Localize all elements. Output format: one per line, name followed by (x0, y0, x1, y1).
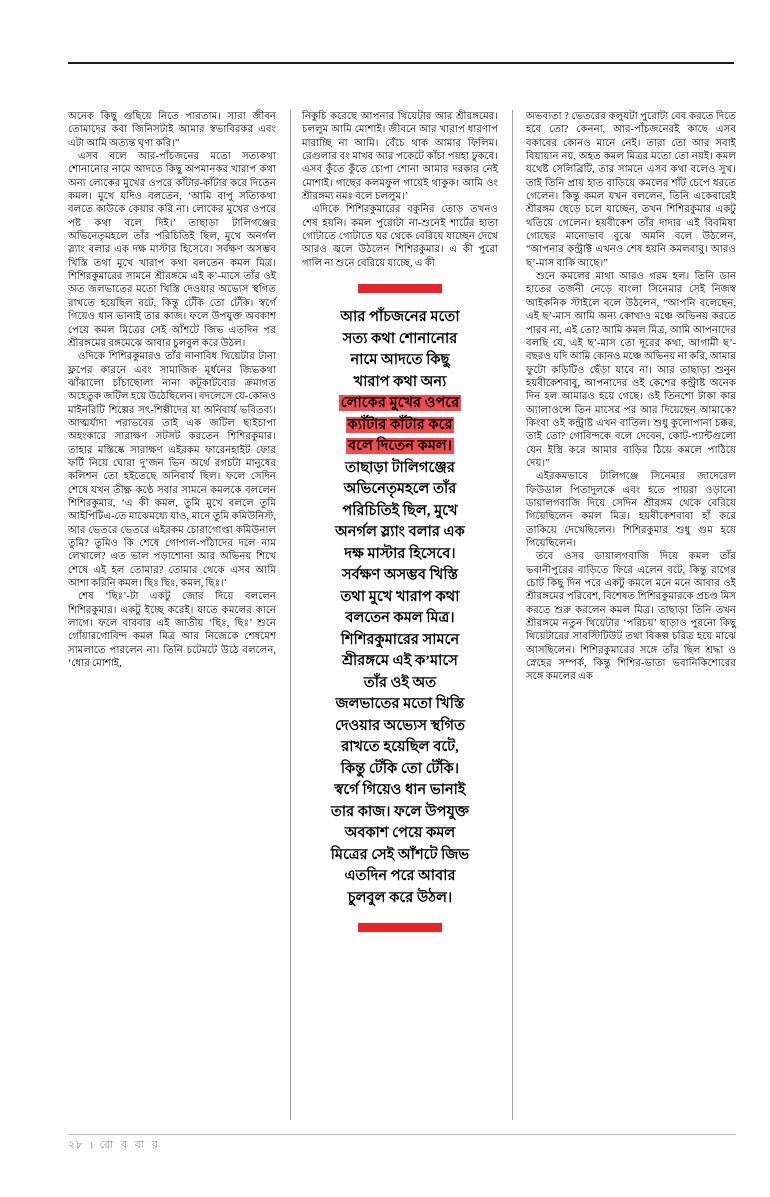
pull-quote-line (302, 759, 498, 781)
pull-quote-line-text: খারাপ কথা অন্য (353, 373, 447, 390)
pull-quote-line (302, 587, 498, 609)
pull-quote-line (302, 608, 498, 630)
pull-quote-line (302, 350, 498, 372)
pull-quote-line-text: পরিচিতিই ছিল, মুখে (342, 502, 458, 519)
pull-quote-line-text: মিত্রের সেই আঁশটে জিভ (330, 846, 470, 863)
pull-quote-line (302, 802, 498, 824)
pull-quote-line-text: বলতেন কমল মিত্র। (345, 610, 455, 627)
page-separator: । (89, 1140, 94, 1152)
text-column-2 (290, 110, 512, 1120)
page-footer (68, 1136, 468, 1155)
pull-quote-text (302, 307, 498, 909)
pull-quote-line (302, 522, 498, 544)
pull-quote-line (302, 544, 498, 566)
pull-quote-line-text: অনর্গল স্ল্যাং বলার এক (335, 524, 465, 541)
pull-quote-line (302, 393, 498, 415)
pull-quote-line (302, 823, 498, 845)
pull-quote-line-text: তার কাজ। ফলে উপযুক্ত (330, 803, 470, 820)
paragraph: এদিকে শিশিরকুমারের বকুনির তোড় তখনও শেষ হয়নি। কমল পুরোটা না-শুনেই শার্টের হাতা গোটাতে গোটাতে ঘর থেকে বেরিয়ে যাচ্ছেন দেখে আরও জ্বলে উঠলেন শিশিরকুমার। এ কী পুরো গালি না শুনে বেরিয়ে যাচ্ছে, এ কী (302, 204, 498, 269)
paragraph: ওদিকে শিশিরকুমারও তাঁর নানাবিধ থিয়েটার টানা ফ্লপের কারনে এবং সামাজিক মূর্ধনের জিভকথা ঝাঁঝালো চাঁচাছোলা নানা কটূকাটব্যের ক্রমাগত অহেতুক জটিল হয়ে উঠেছিলেন। বদলেসে যে-কোনও মাইনরিটি শিল্পের সৎ-শিল্পীদের যা অনিবার্য ভবিতব্য। আত্মর্যাদা পরাভবের তাই এক জটিল ছাইচাপা অহংকারে সারাক্ষণ সটসট করতেন শিশিরকুমার। তাহার মস্তিষ্কে সারাক্ষণ এইরকম ফারেনহাইট ফোর ফর্টি নিয়ে ঘোরা দু’জন ভিন অর্থে রগচটা মানুষের কলিশন তো হইতেছে অনিবার্য ছিল। ফলে সেদিন শেষে যখন তীক্ষ্ণ কণ্ঠে সবার সামনে কমলকে বললেন শিশিরকুমার, ‘এ কী কমল, তুমি মুখে বললে তুমি আইপিটিএ-তে মাঝেমধ্যে যাও, মানে তুমি কমিউনিস্ট, আর ভেতরে ভেতরে এইরকম চোরাগোপ্তা কমিউনাল তুমি? তুমিও কি শেষে গোপাল-পাঁঠাদের দলে নাম লেখালে? এত ভাল পড়াশোনা আর অভিনয় শিখে শেষে এই হল তোমার? তোমার থেকে এসব আমি আশা করিনি কমল। ছিঃ ছিঃ, কমল, ছিঃ।’ (68, 351, 276, 590)
pull-quote-line (302, 694, 498, 716)
pull-quote-line-text: অভিনেতৃমহলে তাঁর (343, 481, 457, 498)
pull-quote-rule-bottom (358, 923, 442, 932)
paragraph: নিকুচি করেছে আপনার থিয়েটার আর শ্রীরঙ্গমের। চললুম আমি মোশাই। জীবনে আর খারাপ ধারণাপ মারাচ্ছি না আমি। বেঁচে থাক আমার ফিলিম। রেগুলার বং মাখব আর পকেটে কাঁচা পয়হা ঢুকবে। এসব কুঁতে কুঁতে চোপা শোনা আমার দরকার নেই মোশাই। গাছের কলমফুল গায়েই থাকুক। আমি ওং শ্রীরঙ্গম্য নমঃ বলে চললুম।’ (302, 111, 498, 203)
pull-quote-line-text: তাছাড়া টালিগঞ্জের (345, 459, 455, 476)
pull-quote-line (302, 329, 498, 351)
pull-quote-line-text: স্বর্গে গিয়েও ধান ভানাই (334, 782, 466, 799)
pull-quote-line (302, 845, 498, 867)
pull-quote-line (302, 780, 498, 802)
page-number: ২৮ (68, 1139, 84, 1151)
pull-quote (302, 284, 498, 932)
top-rule (68, 62, 734, 64)
pull-quote-rule-top (358, 284, 442, 293)
pull-quote-line (302, 866, 498, 888)
text-column-1 (68, 110, 290, 1120)
pull-quote-line (302, 737, 498, 759)
pull-quote-line-text: শ্রীরঙ্গমে এই ক’মাসে (342, 653, 458, 670)
pull-quote-line (302, 501, 498, 523)
pull-quote-line-text: সর্বক্ষণ অসম্ভব খিস্তি (341, 567, 459, 584)
pull-quote-line-text: সত্য কথা শোনানোর (342, 330, 458, 347)
paragraph: এসব বলে আর-পাঁচজনের মতো সত্যকথা শোনানোর নামে আদতে কিছু অপমানকর খারাপ কথা অন্য লোকের মুখের ওপরে কাঁটার-কাঁটার করে দিতেন কমল। মুখে যদিও বলতেন, ‘আমি বাপু সত্যিকথা বলতে কাউকে কেয়ার করি না। লোকের মুখের ওপরে পষ্ট কথা বলে দিই।’ তাছাড়া টালিগঞ্জের অভিনেতৃমহলে তাঁর পরিচিতিই ছিল, মুখে অনর্গল স্ল্যাং বলার এক দক্ষ মাস্টার হিসেবে। সর্বক্ষণ অসম্ভব খিস্তি তথা মুখে খারাপ কথা বলতেন কমল মিত্র। শিশিরকুমারের সামনে শ্রীরঙ্গমে এই ক’-মাসে তাঁর ওই অত জলভাতের মতো খিস্তি দেওয়ার অভ্যেস স্থগিত রাখতে হয়েছিল বটে, কিন্তু টেঁকি তো টেঁকি। স্বর্গে গিয়েও ধান ভানাই তার কাজ। ফলে উপযুক্ত অবকাশ পেয়ে কমল মিত্রের সেই আঁশটে জিভ এতদিন পর শ্রীরঙ্গমের রঙ্গমেঝে আবার চুলবুল করে উঠল। (68, 151, 276, 349)
pull-quote-line-text: লোকের মুখের ওপরে (340, 395, 460, 412)
pull-quote-line-text: বলে দিতেন কমল। (348, 438, 452, 455)
text-column-3 (512, 110, 736, 1120)
pull-quote-line (302, 716, 498, 738)
footer-rule (68, 1134, 736, 1135)
pull-quote-line (302, 436, 498, 458)
pull-quote-line-text: আর পাঁচজনের মতো (340, 309, 460, 326)
pull-quote-line-text: নামে আদতে কিছু (350, 352, 450, 369)
article-body (68, 110, 736, 1120)
pull-quote-line (302, 307, 498, 329)
pull-quote-line-text: এতদিন পরে আবার (344, 868, 456, 885)
publication-name: রো ব বা র (99, 1139, 161, 1151)
pull-quote-line-text: দক্ষ মাস্টার হিসেবে। (344, 545, 456, 562)
pull-quote-line-text: চুলবুল করে উঠল। (347, 889, 453, 906)
pull-quote-line-text: রাখতে হয়েছিল বটে, (341, 739, 459, 756)
pull-quote-line-text: কিন্তু টেঁকি তো টেঁকি। (340, 760, 460, 777)
pull-quote-line (302, 415, 498, 437)
pull-quote-line (302, 630, 498, 652)
paragraph: তবে ওসব ডায়ালগবাজি দিয়ে কমল তাঁর ভবানীপুরের বাড়িতে ফিরে এলেন বটে, কিন্তু রাগের চোট কিছু দিন পরে একটু কমলে মনে মনে আবার ওই শ্রীরঙ্গমের পরিবেশ, বিশেষত শিশিরকুমারকে প্রচণ্ড মিস করতে শুরু করলেন কমল মিত্র। তাছাড়া তিনি তখন শ্রীরঙ্গমে নতুন থিয়েটার ‘পরিচয়’ ছাড়াও পুরনো কিছু থিয়েটারের সাবস্টিটিউট তথা বিকল্প চরিত্র হয়ে মাঝে আসছিলেন। শিশিরকুমারের সঙ্গে তাঁর ছিল শ্রদ্ধা ও স্নেহের সম্পর্ক, কিন্তু শিশির-ভাতা ভবানিকিশোরের সঙ্গে কমলের এক (526, 551, 736, 683)
pull-quote-line-text: তাঁর ওই অত (363, 674, 437, 691)
pull-quote-line (302, 651, 498, 673)
paragraph: অভব্যতা ? ভেতরের কলুযটা পুরোটা বেব করতে দিতে হবে তো? কেননা, আর-পাঁচজনেরই কাছে এসব বকাবের কোনও মানে নেই। তারা তো আর সবাই বিয়ায়ান নয়, অহত কমল মিত্রর মতো তো নয়ই। কমল যথেষ্ট সেলিব্রিটি, তার সামনে এসব কথা বলেও সুখ। তাই তিনি প্রায় হাত বাড়িয়ে কমলের শাঁট চেপে ধরতে গেলেন। কিন্তু কমল যখন বললেন, তিনি একেবারেই শ্রীরঙ্গম ছেড়ে চলে যাচ্ছেন, তখন শিশিরকুমার একটু থতিয়ে গেলেন। হয়বীকেশ তাঁর দাদার এই বিবমিষা গোছের মানোভাব বুঝে অমনি বলে উঠলেন, “আপনার কন্ট্রাক্ট এখনও শেষ হয়নি কমলবাবু। আরও ছ’-মাস বাকি আছে।” (526, 111, 736, 269)
pull-quote-line (302, 888, 498, 910)
pull-quote-line-text: দেওয়ার অভ্যেস স্থগিত (334, 717, 466, 734)
paragraph: শেষ ‘ছিঃ’-টা একটু জোর দিয়ে বললেন শিশিরকুমার। একটু ইচ্ছে করেই। যাতে কমলের কানে লাগে। ফলে বাববার এই জাতীয় ‘ছিঃ, ছিঃ’ শুনে গোঁয়ারগোবিন্দ কমল মিত্র আর নিজেকে শেষমেশ সামলাতে পারলেন না। তিনি চটেমটে উঠে বললেন, ‘ধোর মোশাই, (68, 591, 276, 670)
pull-quote-line-text: শিশিরকুমারের সামনে (340, 631, 460, 648)
pull-quote-line (302, 458, 498, 480)
pull-quote-line-text: তথা মুখে খারাপ কথা (340, 588, 460, 605)
pull-quote-line-text: জলভাতের মতো খিস্তি (335, 696, 465, 713)
pull-quote-line-text: ক্যাঁটার কাঁটার করে (347, 416, 453, 433)
pull-quote-line (302, 479, 498, 501)
pull-quote-line (302, 673, 498, 695)
pull-quote-line (302, 372, 498, 394)
pull-quote-line-text: অবকাশ পেয়ে কমল (344, 825, 456, 842)
paragraph: এইরকমভাবে টালিগঞ্জে সিনেমার জাদেরেল ফিউডাল পিতাদুলকে এবং হতে পায়রা ওড়ানো ডায়ালগবাজি দিয়ে সেদিন শ্রীরঙ্গম থেকে বেরিয়ে গিয়েছিলেন কমল মিত্র। হয়বীকেশবাবা হাঁ করে তাকিয়ে দেখেছিলেন। শিশিরকুমার শুধু গুম হয়ে গিয়েছিলেন। (526, 471, 736, 549)
paragraph: শুনে কমলের মাথা আরও গরম হল। তিনি ডান হাতের তর্জনী নেড়ে বাংলা সিনেমার সেই নিজস্ব আইকনিক স্টাইলে বলে উঠলেন, “আপনি বলেছেন, এই ছ’-মাস আমি অন্য কোথাও মঞ্চে অভিনয় করতে পারব না, এই তো? আমি কমল মিত্র, আমি আপনাদের বলছি যে, এই ছ’-মাস তো দূরের কথা, আগামী ছ’-বছরও যদি আমি কোনও মঞ্চে অভিনয় না করি, আমার ফুটো কড়িটিও ছেঁড়া যাবে না। আর তাছাড়া শুনুন হয়বীকেশবাবু, আপনাদের ওই কেশের কন্ট্রাষ্ট অনেক দিন হল আমারও হয়ে গেছে। ওই তিনশো টাকা কার অ্যালাওন্সে তিন মাসের পর আর দিয়েছেন আমাকে? কিংবা ওই কন্ট্রাষ্ট এখন বাতিল। শুধু কুলোপানা চক্কর, তাই তো? গোবিন্দকে বলে দেবেন, কোট-প্যান্টগুলো যেন ইস্ত্রি করে আমার বাড়ির ঠিয়ে কমলে পাঠিয়ে দেয়।” (526, 271, 736, 469)
paragraph: অনেক কিছু গুছিয়ে নিতে পারতাম। সারা জীবন তোমাদের কবা জিনিসটাই আমার স্বভাবিরকর এবং এটা আমি অত্যন্ত ঘৃণা করি।” (68, 111, 276, 149)
pull-quote-line (302, 565, 498, 587)
